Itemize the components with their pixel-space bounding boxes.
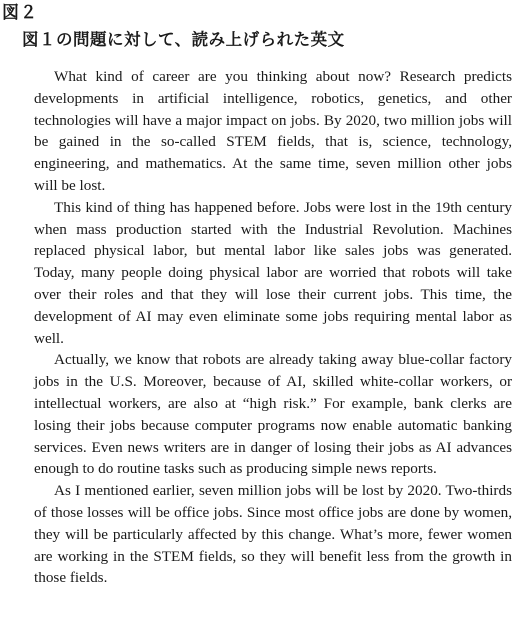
text-line: services. Even news writers are in danger of losing their jobs as AI advances [34,438,512,456]
text-line: well. [34,329,64,347]
text-line: This kind of thing has happened before. Jobs were lost in the 19th century [54,198,512,216]
text-line: intellectual workers, are also at “high risk.” For example, bank clerks are [34,394,512,412]
paragraph-3 [14,349,512,480]
text-line: enough to do routine tasks such as producing simple news reports. [34,460,437,478]
text-line: losing their jobs because computer programs now enable automatic banking [34,416,512,434]
text-line: development of AI may even eliminate some jobs requiring mental labor as [34,307,512,325]
text-line: replaced physical labor, but mental labor like sales jobs was generated. [34,242,512,260]
text-line: over their roles and that they will lose their current jobs. This time, the [34,285,512,303]
text-line: they will be particularly affected by this change. What’s more, fewer women [34,525,512,543]
text-line: Actually, we know that robots are already taking away blue-collar factory [54,351,512,369]
paragraph-4 [14,480,512,589]
text-line: are working in the STEM fields, so they will benefit less from the growth in [34,547,512,565]
text-line: when mass production started with the Industrial Revolution. Machines [34,220,512,238]
text-line: be gained in the so-called STEM fields, that is, science, technology, [34,133,512,151]
text-line: of those losses will be office jobs. Since most office jobs are done by women, [34,503,512,521]
text-line: developments in artificial intelligence, robotics, genetics, and other [34,89,512,107]
text-line: will be lost. [34,176,106,194]
text-line: Today, many people doing physical labor are worried that robots will take [34,264,512,282]
text-line: technologies will have a major impact on jobs. By 2020, two million jobs will [34,111,512,129]
text-line: What kind of career are you thinking about now? Research predicts [54,68,512,85]
text-line: jobs in the U.S. Moreover, because of AI, skilled white-collar workers, or [34,373,512,391]
paragraph-2 [14,197,512,350]
text-line: As I mentioned earlier, seven million jobs will be lost by 2020. Two-thirds [54,482,512,500]
figure-label: 図２ [2,3,38,23]
paragraph-1 [14,66,512,197]
figure-caption: 図１の問題に対して、読み上げられた英文 [22,30,345,49]
text-line: those fields. [34,569,108,587]
text-line: engineering, and mathematics. At the same time, seven million other jobs [34,155,512,173]
english-passage [14,66,512,589]
